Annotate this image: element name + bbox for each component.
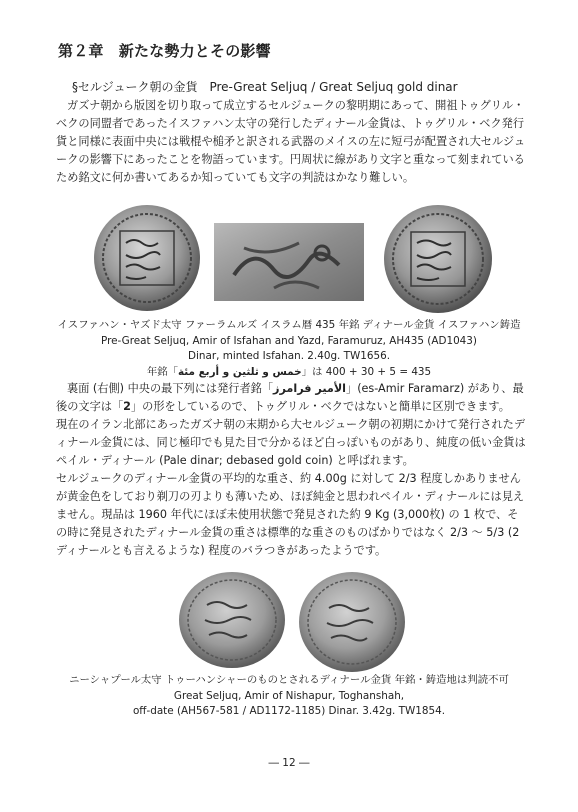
caption-1-year-prefix: 年銘「 — [146, 365, 178, 378]
coin-obverse-image — [92, 203, 202, 313]
caption-2-line-1: ニーシャプール太守 トゥーハンシャーのものとされるディナール金貨 年銘・鋳造地は判読不可 — [69, 674, 509, 686]
intro-text: ガズナ朝から版図を切り取って成立するセルジュークの黎明期にあって、開祖トゥグリル・ベクの同盟者であったイスファハン太守の発行したディナール金貨は、トゥグリル・ベク発行貨と同様に表面中央には戦棍や槌矛と訳される武器のメイスの左に短弓が配置され大セルジュークの影響下にあったことを物語っています。円周状に線があり文字と重なって刻まれているため銘文に何か書いてあるか知っていても文字の判読はかなり難しい。 — [56, 99, 526, 184]
toghanshah-coin-obverse-image — [177, 570, 287, 670]
weight-paragraph: セルジュークのディナール金貨の平均的な重さ、約 4.00g に対して 2/3 程度しかありませんが黄金色をしており剃刀の刃よりも薄いため、ほぼ純金と思われペイル・ディナールには見えません。現品は 1960 年代にほぼ未使用状態で発見された約 9 Kg (3,000枚) の 1 枚で、その時に発見されたディナール金貨の重さは標準的な重さのものばかりではなく 2/3 ～ 5/3 (2 ディナールとも言えるような) 程度のバラつきがあったようです。 — [56, 472, 525, 557]
caption-1-line-4 — [50, 365, 528, 381]
caption-1-line-2: Pre-Great Seljuq, Amir of Isfahan and Yazd, Faramuruz, AH435 (AD1043) — [101, 334, 477, 347]
caption-2-line-3: off-date (AH567-581 / AD1172-1185) Dinar. 3.42g. TW1854. — [132, 705, 446, 717]
caption-1-year-arabic: خمس و ثلثين و أربع مئة — [177, 365, 302, 378]
page-number: ― 12 ― — [268, 757, 310, 769]
issuer-name-arabic: الأمير فرامرز — [273, 382, 346, 395]
caption-1-line-3: Dinar, minted Isfahan. 2.40g. TW1656. — [187, 350, 391, 362]
intro-paragraph — [56, 97, 526, 187]
caption-1-line-1: イスファハン・ヤズド太守 ファーラムルズ イスラム暦 435 年銘 ディナール金貨 イスファハン鋳造 — [57, 319, 521, 331]
coin-caption-2 — [50, 673, 528, 720]
inscription-closeup-image — [214, 223, 364, 301]
body-paragraphs — [56, 380, 526, 560]
pale-dinar-paragraph: 現在のイラン北部にあったガズナ朝の末期から大セルジューク朝の初期にかけて発行されたディナール金貨には、同じ極印でも見た目で分かるほど白っぽいものがあり、純度の低い金貨はペイル・ディナール (Pale dinar; debased gold coin) と呼ばれます。 — [56, 418, 526, 467]
reverse-text-c: 」の形をしているので、トゥグリル・ベクではないと簡単に区別できます。 — [130, 400, 510, 413]
coin-reverse-image — [382, 203, 494, 315]
caption-2-line-2: Great Seljuq, Amir of Nishapur, Toghanshah, — [173, 689, 405, 702]
chapter-title: 第２章 新たな勢力とその影響 — [58, 42, 271, 60]
letter-shape-label: 2 — [123, 400, 131, 413]
toghanshah-coin-reverse-image — [297, 570, 407, 674]
coin-caption-1 — [50, 318, 528, 380]
reverse-description — [56, 380, 526, 416]
section-title: §セルジューク朝の金貨 Pre-Great Seljuq / Great Seljuq gold dinar — [72, 80, 458, 94]
reverse-text-b: 」(es-Amir Faramarz) があり、最後の文字は「 — [56, 382, 524, 413]
caption-1-year-suffix: 」は 400 + 30 + 5 = 435 — [301, 365, 432, 378]
reverse-text-a: 裏面 (右側) 中央の最下列には発行者銘「 — [67, 382, 274, 395]
